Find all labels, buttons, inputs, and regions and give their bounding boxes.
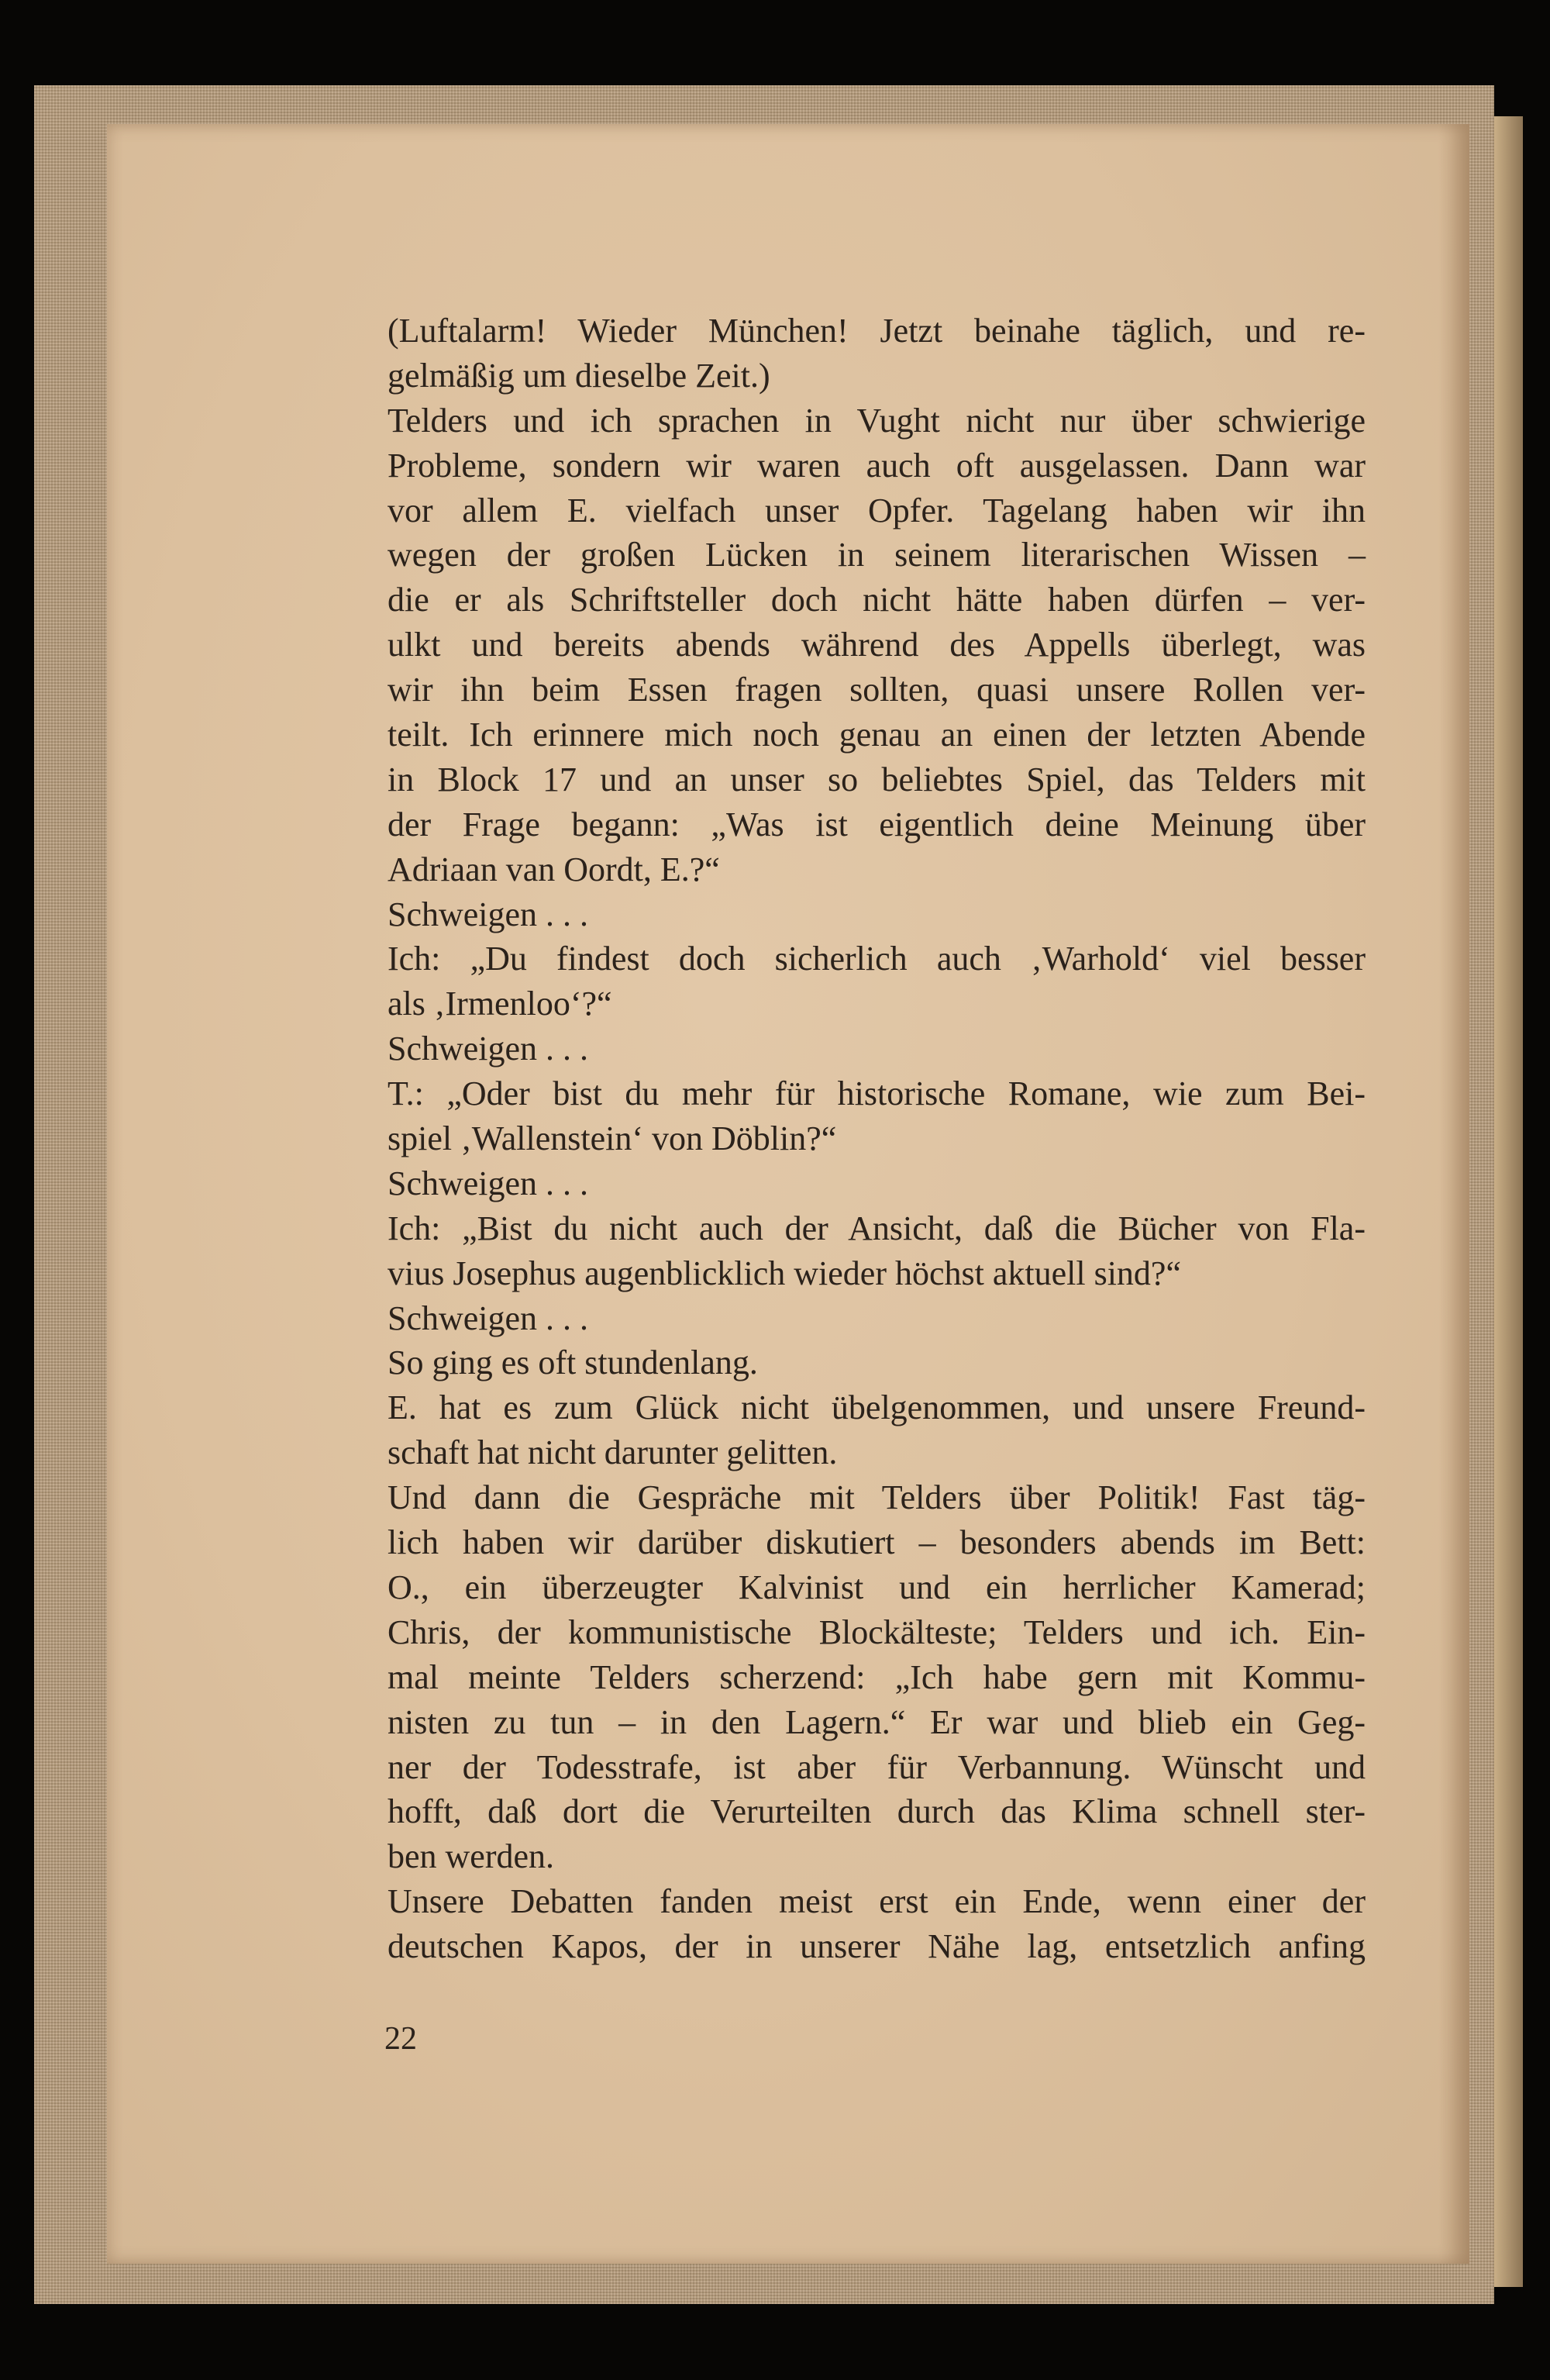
text-line: hofft, daß dort die Verurteilten durch das Klima schnell ster- [388, 1792, 1366, 1831]
body-text [388, 309, 1366, 1969]
text-line: gelmäßig um dieselbe Zeit.) [388, 356, 770, 395]
text-line: Und dann die Gespräche mit Telders über Politik! Fast täg- [388, 1478, 1366, 1517]
text-line: So ging es oft stundenlang. [388, 1343, 758, 1382]
text-line: wegen der großen Lücken in seinem literarischen Wissen – [388, 536, 1366, 574]
text-line: Ich: „Du findest doch sicherlich auch ‚Warhold‘ viel besser [388, 940, 1366, 978]
text-line: T.: „Oder bist du mehr für historische Romane, wie zum Bei- [388, 1074, 1366, 1113]
text-line: Adriaan van Oordt, E.?“ [388, 850, 720, 888]
text-line: die er als Schriftsteller doch nicht hätte haben dürfen – ver- [388, 581, 1366, 619]
text-line: deutschen Kapos, der in unserer Nähe lag, entsetzlich anfing [388, 1927, 1366, 1966]
text-line: lich haben wir darüber diskutiert – besonders abends im Bett: [388, 1523, 1366, 1562]
text-line: O., ein überzeugter Kalvinist und ein herrlicher Kamerad; [388, 1568, 1366, 1606]
text-line: wir ihn beim Essen fragen sollten, quasi unsere Rollen ver- [388, 671, 1366, 709]
text-line: Telders und ich sprachen in Vught nicht nur über schwierige [388, 401, 1366, 440]
text-line: schaft hat nicht darunter gelitten. [388, 1433, 838, 1472]
text-line: mal meinte Telders scherzend: „Ich habe gern mit Kommu- [388, 1657, 1366, 1696]
text-line: Ich: „Bist du nicht auch der Ansicht, daß die Bücher von Fla- [388, 1209, 1366, 1247]
text-line: als ‚Irmenloo‘?“ [388, 985, 612, 1023]
text-line: teilt. Ich erinnere mich noch genau an einen der letzten Abende [388, 716, 1366, 754]
text-line: Unsere Debatten fanden meist erst ein Ende, wenn einer der [388, 1882, 1366, 1921]
text-line: Chris, der kommunistische Blockälteste; Telders und ich. Ein- [388, 1613, 1366, 1651]
text-line: vius Josephus augenblicklich wieder höchst aktuell sind?“ [388, 1254, 1181, 1292]
text-line: Probleme, sondern wir waren auch oft ausgelassen. Dann war [388, 446, 1366, 485]
text-line: (Luftalarm! Wieder München! Jetzt beinahe täglich, und re- [388, 312, 1366, 350]
text-line: spiel ‚Wallenstein‘ von Döblin?“ [388, 1119, 837, 1158]
page-number: 22 [384, 2021, 417, 2057]
text-line: ben werden. [388, 1837, 555, 1876]
text-line: in Block 17 und an unser so beliebtes Spiel, das Telders mit [388, 760, 1366, 799]
text-line: Schweigen . . . [388, 1299, 589, 1337]
text-line: Schweigen . . . [388, 895, 589, 933]
text-line: der Frage begann: „Was ist eigentlich deine Meinung über [388, 805, 1366, 843]
text-line: ulkt und bereits abends während des Appells überlegt, was [388, 626, 1366, 664]
page-gutter-shadow [1438, 124, 1469, 2264]
text-line: vor allem E. vielfach unser Opfer. Tagelang haben wir ihn [388, 491, 1366, 529]
text-line: Schweigen . . . [388, 1164, 589, 1202]
text-line: Schweigen . . . [388, 1030, 589, 1068]
text-line: nisten zu tun – in den Lagern.“ Er war und blieb ein Geg- [388, 1702, 1366, 1741]
text-line: E. hat es zum Glück nicht übelgenommen, und unsere Freund- [388, 1388, 1366, 1427]
text-line: ner der Todesstrafe, ist aber für Verbannung. Wünscht und [388, 1747, 1366, 1786]
